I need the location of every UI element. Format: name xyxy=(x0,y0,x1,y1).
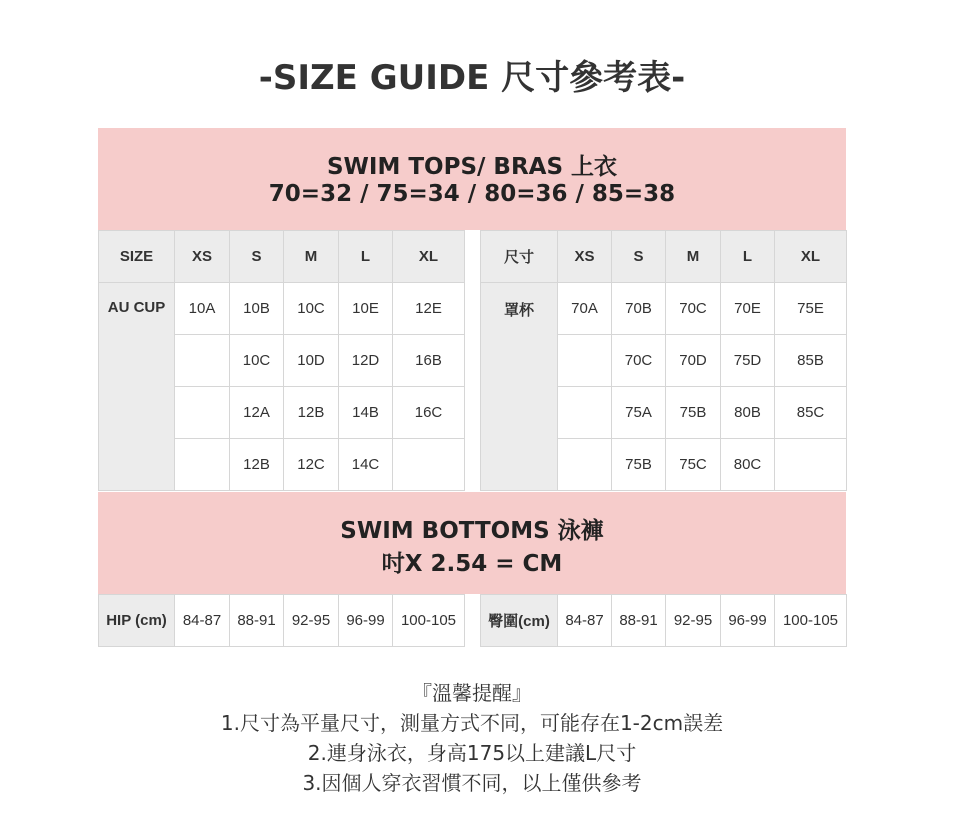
header-cell: M xyxy=(666,231,721,283)
reminder-notes xyxy=(0,678,944,798)
row-label: HIP (cm) xyxy=(99,595,175,647)
table-cell: 70D xyxy=(666,335,721,387)
table-cell: 10C xyxy=(230,335,284,387)
header-cell: S xyxy=(230,231,284,283)
bottoms-size-table-right xyxy=(480,594,847,647)
table-cell: 12D xyxy=(339,335,393,387)
table-row xyxy=(99,283,465,335)
header-cell: XL xyxy=(775,231,847,283)
table-cell: 85C xyxy=(775,387,847,439)
table-cell: 85B xyxy=(775,335,847,387)
header-cell: XS xyxy=(558,231,612,283)
table-cell: 75B xyxy=(666,387,721,439)
swim-bottoms-heading: SWIM BOTTOMS 泳褲 xyxy=(340,518,604,544)
table-cell: 100-105 xyxy=(393,595,465,647)
table-cell: 84-87 xyxy=(558,595,612,647)
notes-heading: 『溫馨提醒』 xyxy=(412,681,532,705)
header-cell: SIZE xyxy=(99,231,175,283)
table-cell: 92-95 xyxy=(284,595,339,647)
table-cell: 12B xyxy=(284,387,339,439)
header-cell: M xyxy=(284,231,339,283)
table-cell: 14B xyxy=(339,387,393,439)
table-cell: 80B xyxy=(721,387,775,439)
table-row xyxy=(481,595,847,647)
table-cell: 70A xyxy=(558,283,612,335)
header-cell: XS xyxy=(175,231,230,283)
note-line: 1.尺寸為平量尺寸，測量方式不同，可能存在1-2cm誤差 xyxy=(220,711,724,735)
tops-size-table-left xyxy=(98,230,465,491)
table-cell: 96-99 xyxy=(721,595,775,647)
swim-tops-conversion: 70=32 / 75=34 / 80=36 / 85=38 xyxy=(268,181,676,207)
table-cell: 16B xyxy=(393,335,465,387)
table-cell xyxy=(775,439,847,491)
row-label: 臀圍(cm) xyxy=(481,595,558,647)
table-cell: 75B xyxy=(612,439,666,491)
table-cell: 10A xyxy=(175,283,230,335)
swim-bottoms-conversion: 吋X 2.54 = CM xyxy=(381,551,563,577)
bottoms-size-table-left xyxy=(98,594,465,647)
table-row xyxy=(99,595,465,647)
table-cell: 12B xyxy=(230,439,284,491)
table-cell: 84-87 xyxy=(175,595,230,647)
table-cell xyxy=(393,439,465,491)
table-row xyxy=(481,283,847,335)
table-cell: 70C xyxy=(612,335,666,387)
table-cell: 10C xyxy=(284,283,339,335)
table-cell: 92-95 xyxy=(666,595,721,647)
table-cell: 75C xyxy=(666,439,721,491)
table-cell: 12C xyxy=(284,439,339,491)
table-cell: 75D xyxy=(721,335,775,387)
table-cell: 80C xyxy=(721,439,775,491)
table-cell xyxy=(175,439,230,491)
header-cell: S xyxy=(612,231,666,283)
table-cell: 100-105 xyxy=(775,595,847,647)
tops-size-table-right xyxy=(480,230,847,491)
header-cell: 尺寸 xyxy=(481,231,558,283)
table-cell: 10B xyxy=(230,283,284,335)
table-header-row xyxy=(481,231,847,283)
swim-tops-banner xyxy=(98,128,846,230)
table-cell: 16C xyxy=(393,387,465,439)
page-title: -SIZE GUIDE 尺寸參考表- xyxy=(258,58,686,98)
table-cell: 12E xyxy=(393,283,465,335)
table-cell: 70B xyxy=(612,283,666,335)
table-cell: 10D xyxy=(284,335,339,387)
table-cell xyxy=(558,335,612,387)
table-cell: 70E xyxy=(721,283,775,335)
table-cell xyxy=(175,335,230,387)
table-cell xyxy=(558,439,612,491)
table-cell: 14C xyxy=(339,439,393,491)
swim-tops-heading: SWIM TOPS/ BRAS 上衣 xyxy=(326,154,618,180)
row-label: AU CUP xyxy=(99,283,175,491)
header-cell: L xyxy=(339,231,393,283)
table-cell: 88-91 xyxy=(230,595,284,647)
row-label: 罩杯 xyxy=(481,283,558,491)
table-cell xyxy=(175,387,230,439)
note-line: 2.連身泳衣，身高175以上建議L尺寸 xyxy=(307,741,637,765)
table-cell: 75A xyxy=(612,387,666,439)
table-cell xyxy=(558,387,612,439)
table-cell: 88-91 xyxy=(612,595,666,647)
table-header-row xyxy=(99,231,465,283)
header-cell: XL xyxy=(393,231,465,283)
note-line: 3.因個人穿衣習慣不同，以上僅供參考 xyxy=(302,771,642,795)
header-cell: L xyxy=(721,231,775,283)
table-cell: 75E xyxy=(775,283,847,335)
table-cell: 96-99 xyxy=(339,595,393,647)
table-cell: 10E xyxy=(339,283,393,335)
table-cell: 12A xyxy=(230,387,284,439)
swim-bottoms-banner xyxy=(98,492,846,594)
table-cell: 70C xyxy=(666,283,721,335)
